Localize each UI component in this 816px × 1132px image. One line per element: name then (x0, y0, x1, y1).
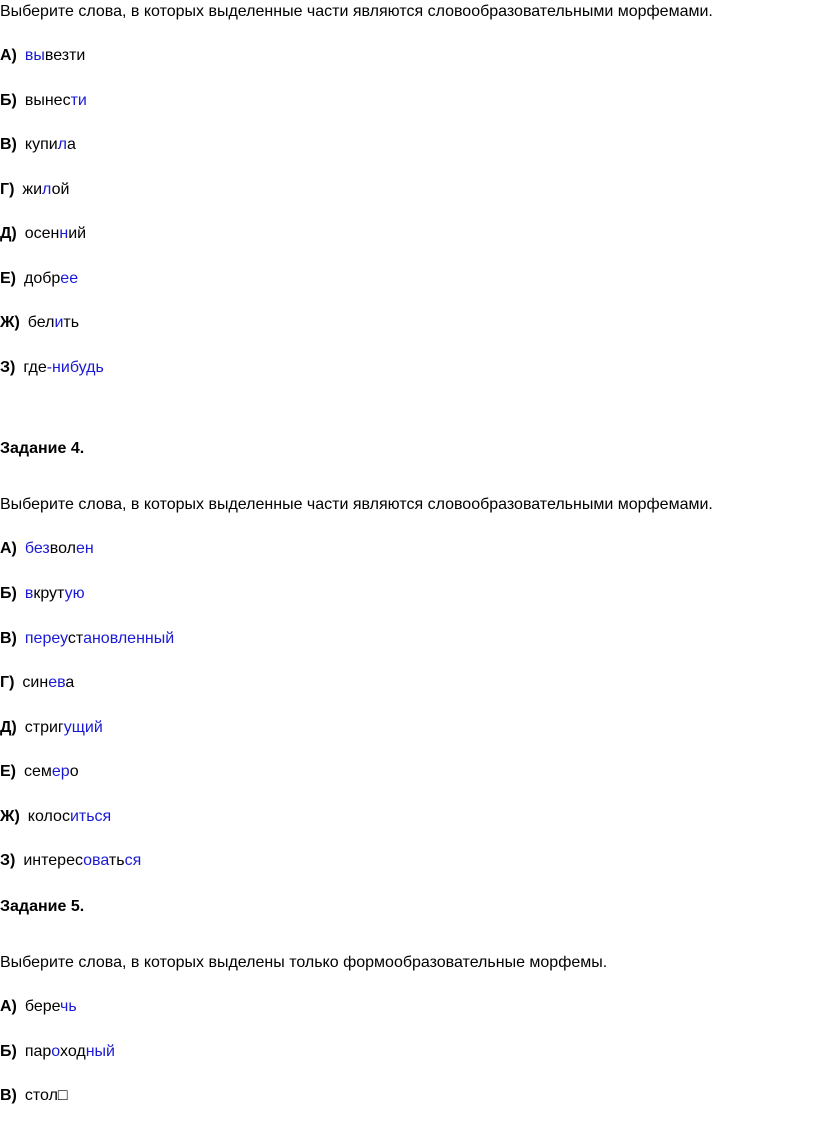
word-part: -нибудь (46, 359, 104, 376)
word-part: ен (75, 540, 94, 557)
option-word (25, 540, 94, 557)
word-part: ова (83, 852, 109, 869)
option-word (25, 719, 103, 736)
word-part: ст (67, 630, 84, 647)
option-word (24, 763, 79, 780)
option-letter: З) (0, 852, 16, 869)
word-part: ся (124, 852, 142, 869)
word-part: ее (60, 270, 79, 287)
option-word (25, 136, 76, 153)
word-part: ный (85, 1043, 115, 1060)
answer-option (0, 313, 79, 333)
instruction-text: Выберите слова, в которых выделены только формообразовательные морфемы. (0, 954, 608, 971)
word-part: у (60, 630, 68, 647)
answer-option (0, 718, 103, 738)
option-letter: З) (0, 359, 16, 376)
word-part: л (42, 181, 52, 198)
option-word (24, 270, 78, 287)
answer-option (0, 584, 85, 604)
option-letter: А) (0, 998, 17, 1015)
word-part: колос (27, 808, 70, 825)
word-part: ой (51, 181, 70, 198)
word-part: сем (24, 763, 52, 780)
word-part: стол (24, 1087, 58, 1104)
option-letter: В) (0, 1087, 17, 1104)
answer-option (0, 807, 111, 827)
word-part: о (51, 1043, 61, 1060)
word-part: ий (68, 225, 87, 242)
option-letter: В) (0, 630, 17, 647)
option-word (25, 47, 85, 64)
word-part: стриг (24, 719, 64, 736)
option-word (28, 314, 79, 331)
answer-option (0, 224, 86, 244)
option-letter: Г) (0, 181, 15, 198)
word-part: везти (44, 47, 86, 64)
option-word (25, 1043, 115, 1060)
answer-option (0, 46, 85, 66)
word-part: ть (63, 314, 80, 331)
instruction-text: Выберите слова, в которых выделенные части являются словообразовательными морфемами. (0, 3, 713, 20)
word-part: о (69, 763, 79, 780)
word-part: пере (24, 630, 61, 647)
answer-option (0, 673, 74, 693)
option-letter: Е) (0, 270, 16, 287)
task-title: Задание 4. (0, 440, 85, 457)
word-part: и (54, 314, 64, 331)
word-part: ти (70, 92, 87, 109)
option-letter: Б) (0, 585, 17, 602)
word-part: вынес (24, 92, 71, 109)
word-part: ер (51, 763, 70, 780)
option-letter: Ж) (0, 808, 20, 825)
word-part: ущий (63, 719, 103, 736)
word-part: иться (69, 808, 112, 825)
answer-option (0, 135, 76, 155)
option-letter: Д) (0, 225, 17, 242)
option-letter: А) (0, 47, 17, 64)
answer-option (0, 997, 77, 1017)
option-letter: Д) (0, 719, 17, 736)
word-part: ев (48, 674, 66, 691)
empty-ending-box: □ (57, 1087, 68, 1104)
word-part: осен (24, 225, 60, 242)
word-part: л (57, 136, 68, 153)
option-word (22, 674, 74, 691)
answer-option (0, 762, 79, 782)
word-part: крут (33, 585, 65, 602)
option-letter: В) (0, 136, 17, 153)
option-word (23, 852, 141, 869)
word-part: ход (60, 1043, 86, 1060)
option-word (25, 998, 77, 1015)
option-word (23, 359, 103, 376)
answer-option (0, 91, 87, 111)
instruction-text: Выберите слова, в которых выделенные части являются словообразовательными морфемами. (0, 496, 713, 513)
option-word (25, 585, 85, 602)
word-part: вы (24, 47, 45, 64)
word-part: вол (49, 540, 76, 557)
option-letter: Б) (0, 92, 17, 109)
word-part: ть (108, 852, 125, 869)
word-part: где (23, 359, 47, 376)
word-part: без (24, 540, 50, 557)
answer-option (0, 539, 94, 559)
word-part: н (59, 225, 69, 242)
word-part: бере (24, 998, 61, 1015)
option-letter: Г) (0, 674, 15, 691)
option-word (25, 1087, 68, 1104)
word-part: пар (24, 1043, 52, 1060)
word-part: а (65, 674, 75, 691)
answer-option (0, 629, 174, 649)
option-word (28, 808, 111, 825)
option-word (22, 181, 69, 198)
option-letter: А) (0, 540, 17, 557)
word-part: интерес (23, 852, 84, 869)
word-part: ую (64, 585, 85, 602)
word-part: ановленный (83, 630, 175, 647)
answer-option (0, 269, 78, 289)
word-part: добр (24, 270, 61, 287)
task-title: Задание 5. (0, 898, 85, 915)
word-part: жи (22, 181, 43, 198)
word-part: в (24, 585, 34, 602)
answer-option (0, 1042, 115, 1062)
word-part: бел (27, 314, 55, 331)
word-part: чь (60, 998, 77, 1015)
word-part: купи (24, 136, 58, 153)
answer-option (0, 180, 69, 200)
answer-option (0, 1086, 68, 1106)
option-letter: Б) (0, 1043, 17, 1060)
option-word (25, 92, 87, 109)
answer-option (0, 851, 141, 871)
option-letter: Е) (0, 763, 16, 780)
option-letter: Ж) (0, 314, 20, 331)
option-word (25, 630, 174, 647)
option-word (25, 225, 86, 242)
word-part: а (67, 136, 76, 153)
answer-option (0, 358, 104, 378)
word-part: син (22, 674, 49, 691)
